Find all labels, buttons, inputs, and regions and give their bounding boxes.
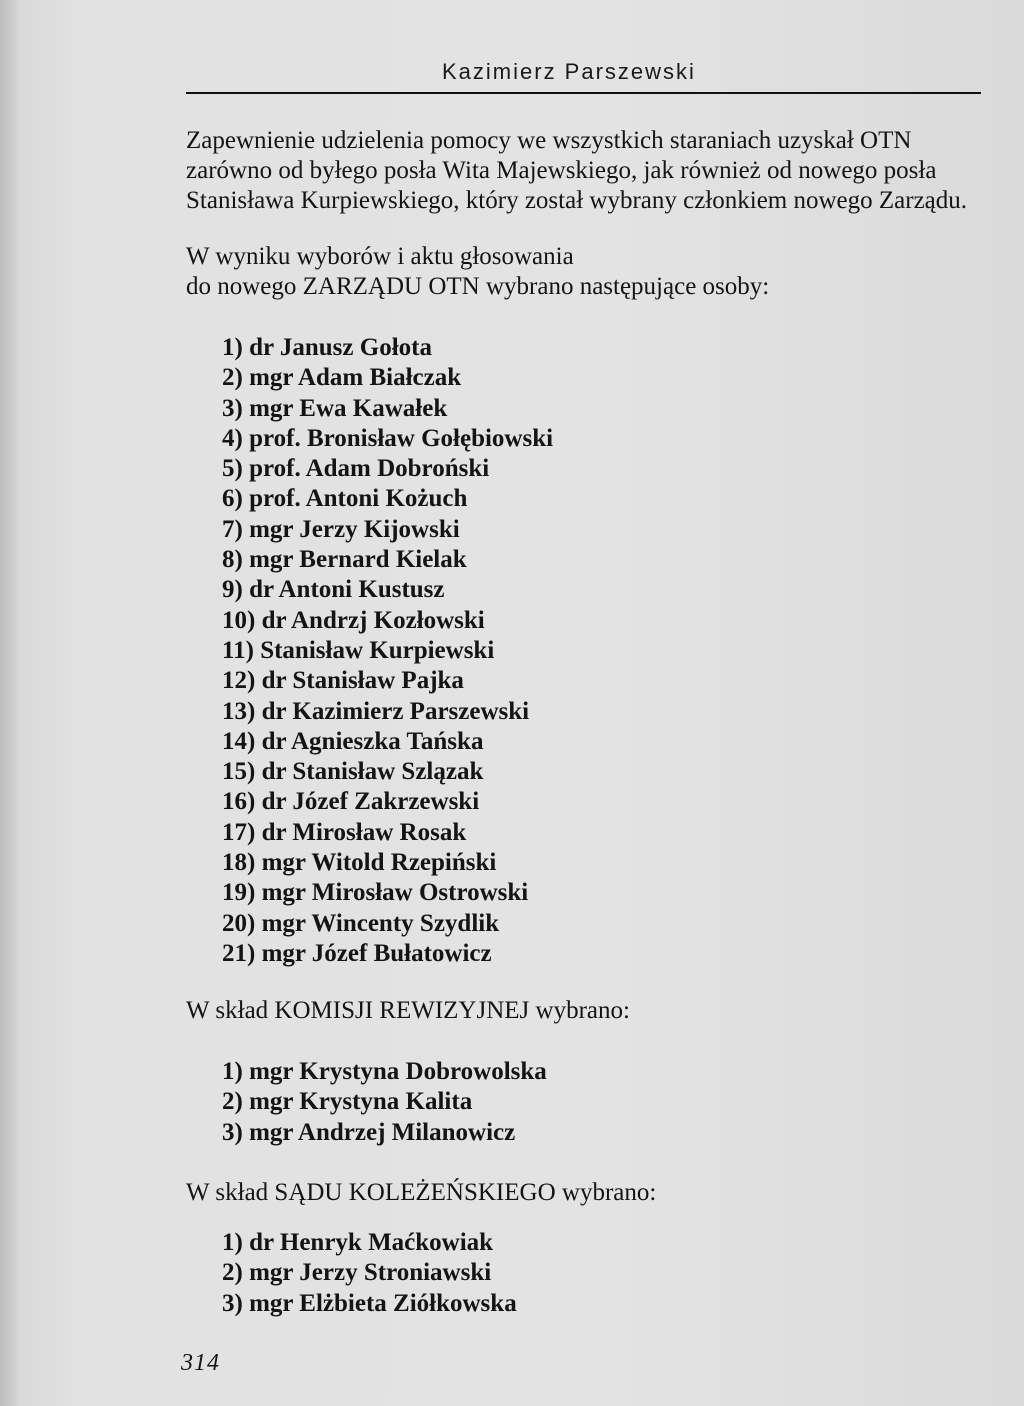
intro-line: zarówno od byłego posła Wita Majewskiego, jak również od nowego posła <box>186 157 937 184</box>
board-member: 18) mgr Witold Rzepiński <box>222 849 497 877</box>
board-member: 16) dr Józef Zakrzewski <box>222 788 480 816</box>
board-member: 2) mgr Adam Białczak <box>222 364 462 392</box>
running-header <box>186 54 981 94</box>
page-number: 314 <box>181 1350 220 1376</box>
board-member: 6) prof. Antoni Kożuch <box>222 485 468 513</box>
audit-committee-list <box>222 1057 547 1148</box>
board-member: 10) dr Andrzj Kozłowski <box>222 606 485 634</box>
audit-committee-member: 1) mgr Krystyna Dobrowolska <box>222 1058 547 1085</box>
elections-line: do nowego ZARZĄDU OTN wybrano następujące osoby: <box>186 273 770 300</box>
intro-line: Zapewnienie udzielenia pomocy we wszystkich staraniach uzyskał OTN <box>186 127 912 154</box>
board-member: 7) mgr Jerzy Kijowski <box>222 515 460 543</box>
board-member: 11) Stanisław Kurpiewski <box>222 636 495 664</box>
board-member: 4) prof. Bronisław Gołębiowski <box>222 424 554 452</box>
elections-paragraph <box>186 242 986 302</box>
board-member: 8) mgr Bernard Kielak <box>222 546 467 574</box>
spine-shadow <box>0 0 20 1406</box>
peer-court-heading: W skład SĄDU KOLEŻEŃSKIEGO wybrano: <box>186 1179 657 1206</box>
board-member: 5) prof. Adam Dobroński <box>222 455 490 483</box>
peer-court-member: 3) mgr Elżbieta Ziółkowska <box>222 1289 517 1317</box>
audit-committee-member: 2) mgr Krystyna Kalita <box>222 1088 473 1116</box>
audit-committee-heading: W skład KOMISJI REWIZYJNEJ wybrano: <box>186 997 630 1024</box>
elections-line: W wyniku wyborów i aktu głosowania <box>186 243 574 270</box>
peer-court-list <box>222 1228 517 1319</box>
board-member: 17) dr Mirosław Rosak <box>222 818 467 846</box>
intro-paragraph <box>186 126 986 216</box>
board-member: 15) dr Stanisław Szlązak <box>222 758 484 786</box>
board-member: 3) mgr Ewa Kawałek <box>222 394 448 422</box>
intro-line: Stanisława Kurpiewskiego, który został wybrany członkiem nowego Zarządu. <box>186 187 968 214</box>
board-members-list <box>222 333 553 969</box>
board-member: 9) dr Antoni Kustusz <box>222 576 445 604</box>
peer-court-member: 1) dr Henryk Maćkowiak <box>222 1229 494 1256</box>
board-member: 19) mgr Mirosław Ostrowski <box>222 879 529 907</box>
board-member: 1) dr Janusz Gołota <box>222 334 432 361</box>
audit-committee-member: 3) mgr Andrzej Milanowicz <box>222 1118 516 1146</box>
board-member: 21) mgr Józef Bułatowicz <box>222 939 492 967</box>
peer-court-member: 2) mgr Jerzy Stroniawski <box>222 1259 492 1287</box>
running-title: Kazimierz Parszewski <box>442 59 696 84</box>
board-member: 13) dr Kazimierz Parszewski <box>222 697 530 725</box>
board-member: 12) dr Stanisław Pajka <box>222 667 464 695</box>
board-member: 14) dr Agnieszka Tańska <box>222 727 484 755</box>
board-member: 20) mgr Wincenty Szydlik <box>222 909 500 937</box>
